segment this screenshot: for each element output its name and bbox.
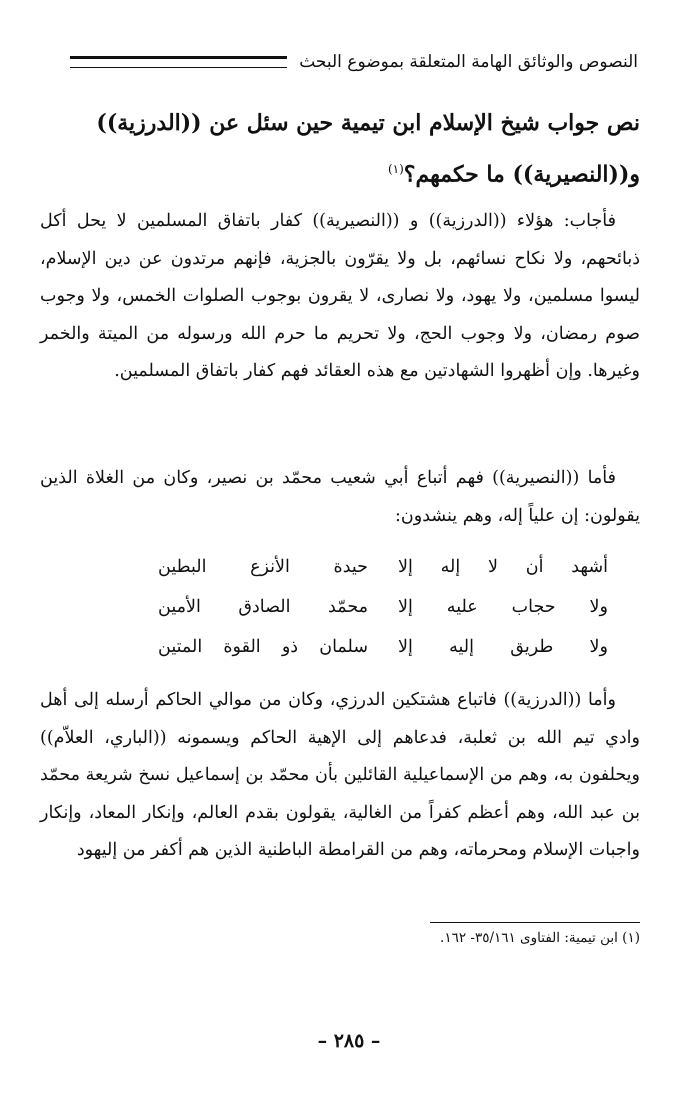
section-title-text: نص جواب شيخ الإسلام ابن تيمية حين سئل عن ((الدرزية)) و((النصيرية)) ما حكمهم؟ (96, 110, 640, 188)
footnote-rule (430, 922, 640, 923)
poem-verse (140, 587, 608, 627)
verse-first-hemistich: أشهد أن لا إله إلا (398, 557, 608, 577)
header-rule (70, 56, 287, 68)
running-header-text: النصوص والوثائق الهامة المتعلقة بموضوع البحث (299, 52, 638, 72)
verse-first-hemistich: ولا طريق إليه إلا (398, 637, 608, 657)
poem-verse (140, 547, 608, 587)
title-footnote-mark: (١) (387, 162, 404, 176)
verse-first-hemistich: ولا حجاب عليه إلا (398, 597, 608, 617)
paragraph-answer (40, 203, 640, 391)
poem-verse (140, 627, 608, 667)
paragraph-nusayriyya-text: فأما ((النصيرية)) فهم أتباع أبي شعيب محمّد بن نصير، وكان من الغلاة الذين يقولون: إن علياً إله، وهم ينشدون: (40, 468, 640, 526)
running-header (70, 48, 638, 76)
section-title (40, 100, 640, 197)
verse-second-hemistich: سلمان ذو القوة المتين (158, 637, 368, 657)
page-number: – ٢٨٥ – (317, 1030, 381, 1052)
paragraph-druze (40, 682, 640, 870)
footnote: (١) ابن تيمية: الفتاوى ٣٥/١٦١- ١٦٢. (440, 930, 640, 946)
poem (140, 547, 608, 667)
verse-second-hemistich: محمّد الصادق الأمين (158, 597, 368, 617)
paragraph-druze-text: وأما ((الدرزية)) فاتباع هشتكين الدرزي، وكان من موالي الحاكم أرسله إلى أهل وادي تيم الله بن ثعلبة، فدعاهم إلى الإهية الحاكم ويسمونه ((الباري، العلاّم)) ويحلفون به، وهم من الإسماعيلية القائلين بأن محمّد بن إسماعيل نسخ شريعة محمّد بن عبد الله، وهم أعظم كفراً من الغالية، يقولون بقدم العالم، وإنكار المعاد، وإنكار واجبات الإسلام ومحرماته، وهم من القرامطة الباطنية الذين هم أكفر من إليهود (40, 690, 640, 860)
verse-second-hemistich: حيدة الأنزع البطين (158, 557, 368, 577)
paragraph-answer-text: فأجاب: هؤلاء ((الدرزية)) و ((النصيرية)) كفار باتفاق المسلمين لا يحل أكل ذبائحهم، ولا نكاح نسائهم، بل ولا يقرّون بالجزية، فإنهم مرتدون عن دين الإسلام، ليسوا مسلمين، ولا يهود، ولا نصارى، لا يقرون بوجوب الصلوات الخمس، ولا وجوب صوم رمضان، ولا وجوب الحج، ولا تحريم ما حرم الله ورسوله من الميتة والخمر وغيرها. وإن أظهروا الشهادتين مع هذه العقائد فهم كفار باتفاق المسلمين. (40, 211, 640, 381)
paragraph-nusayriyya (40, 460, 640, 535)
